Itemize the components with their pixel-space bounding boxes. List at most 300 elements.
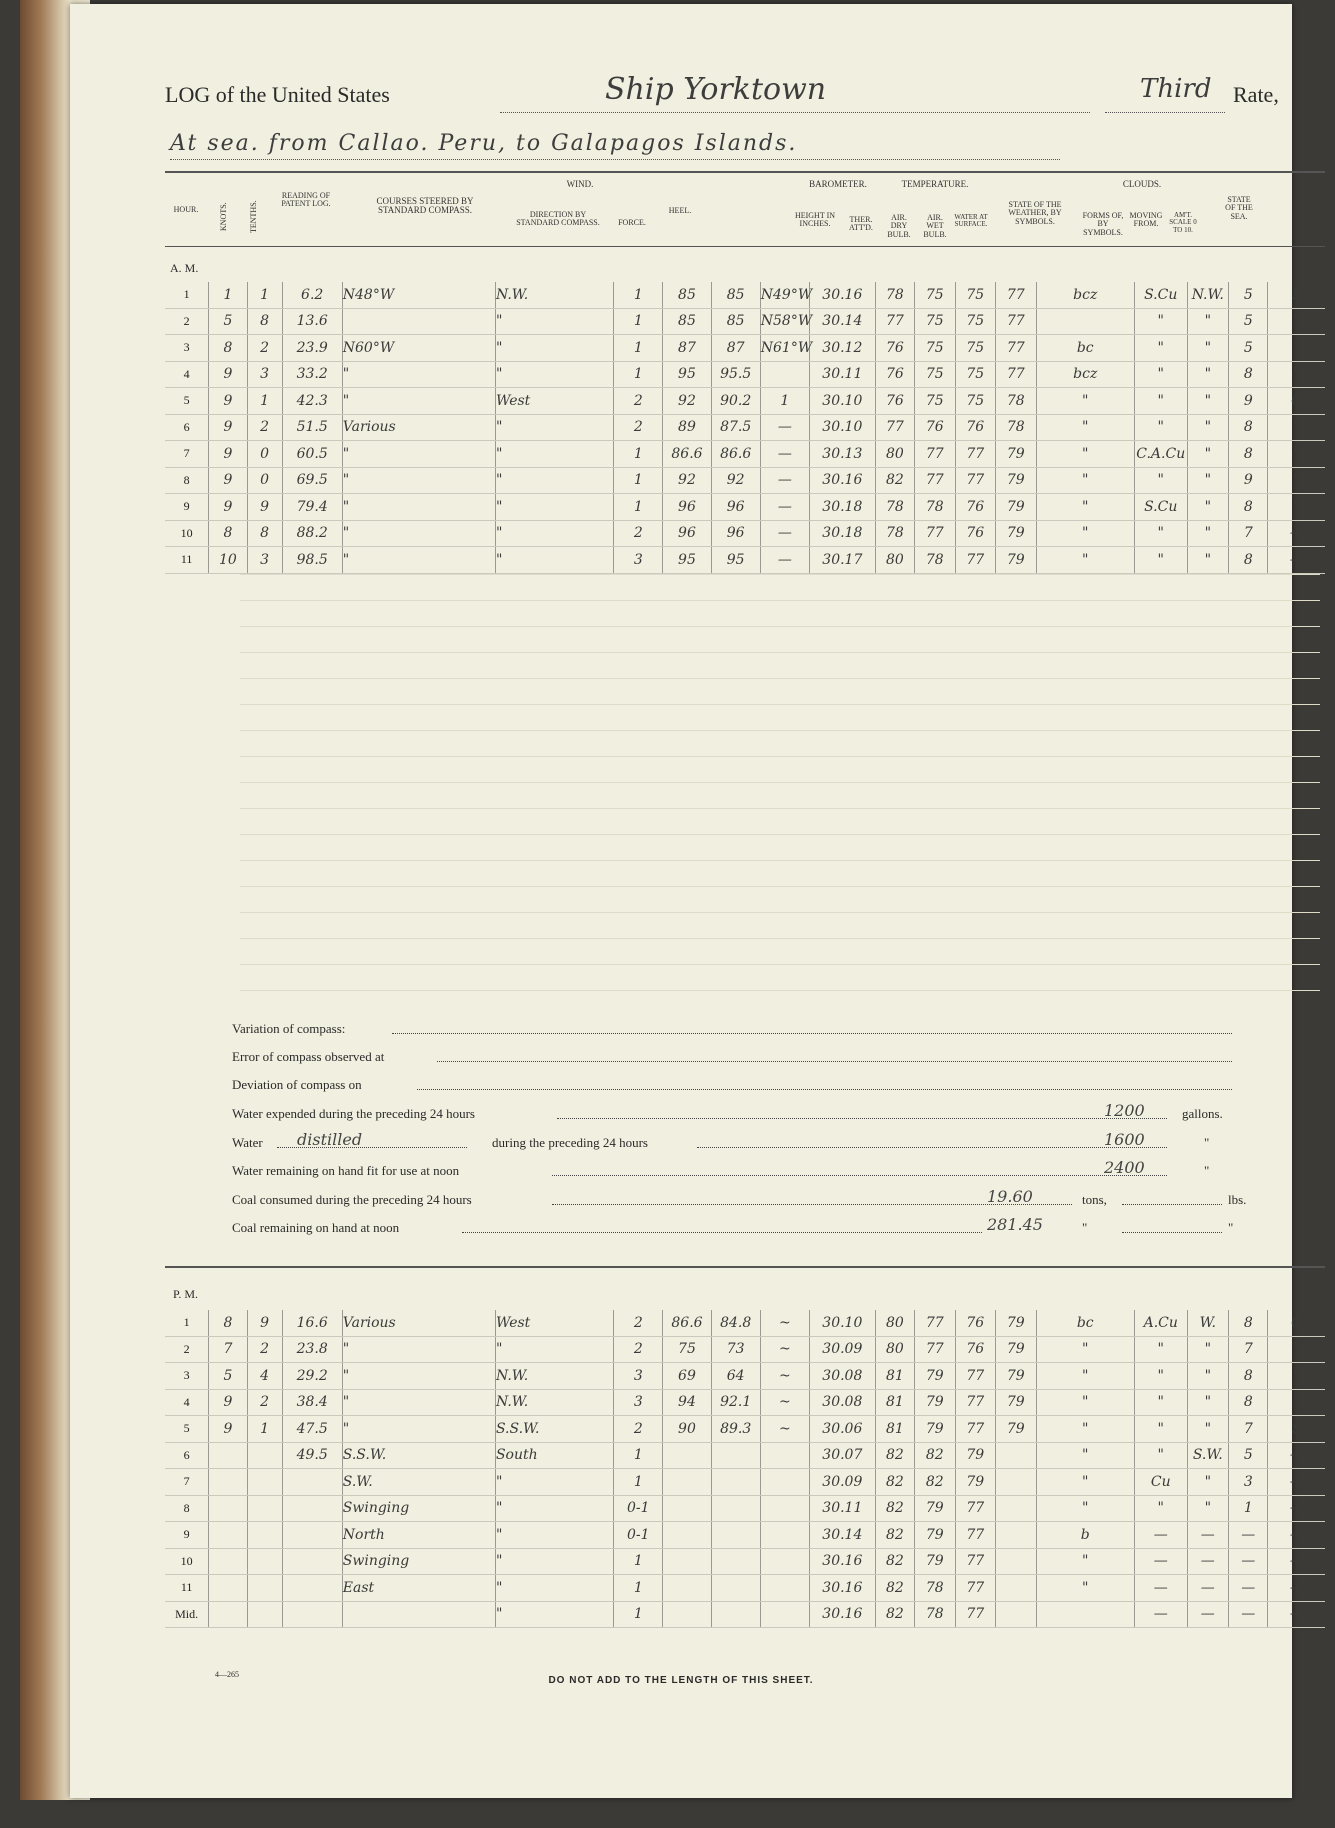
am-label: A. M. bbox=[170, 261, 199, 275]
cell-wdir: " bbox=[495, 547, 613, 574]
cell-ther: 76 bbox=[875, 361, 914, 388]
cell-wdir: " bbox=[495, 335, 613, 362]
col-barometer: BAROMETER. bbox=[809, 179, 867, 189]
cell-h: 4 bbox=[165, 1389, 209, 1416]
cell-h2: 85 bbox=[711, 282, 760, 308]
cell-h2: 95 bbox=[711, 547, 760, 574]
cell-sea: " bbox=[1268, 414, 1325, 441]
cell-cmove: " bbox=[1187, 1416, 1229, 1443]
cell-t bbox=[247, 1548, 282, 1575]
cell-ther: 77 bbox=[875, 414, 914, 441]
cell-log bbox=[282, 1548, 342, 1575]
col-hour: HOUR. bbox=[173, 205, 199, 214]
cell-wdir: " bbox=[495, 1522, 613, 1549]
cell-cform: " bbox=[1134, 308, 1187, 335]
cell-wdir: " bbox=[495, 441, 613, 468]
cell-wet: 77 bbox=[955, 1495, 995, 1522]
cell-h3: ~ bbox=[760, 1363, 809, 1390]
cell-force: 2 bbox=[614, 414, 663, 441]
cell-k: 9 bbox=[209, 361, 247, 388]
water-distilled-value: 1600 bbox=[1104, 1130, 1145, 1149]
cell-h2: 64 bbox=[711, 1363, 760, 1390]
log-row bbox=[165, 388, 1325, 415]
cell-t: 0 bbox=[247, 467, 282, 494]
cell-h1 bbox=[663, 1601, 711, 1628]
cell-force: 2 bbox=[614, 1336, 663, 1363]
cell-h3: 1 bbox=[760, 388, 809, 415]
cell-t: 2 bbox=[247, 1389, 282, 1416]
cell-h2: 85 bbox=[711, 308, 760, 335]
cell-sea: G bbox=[1268, 388, 1325, 415]
cell-course: " bbox=[342, 388, 495, 415]
cell-weather: " bbox=[1036, 1416, 1134, 1443]
cell-camt: — bbox=[1229, 1548, 1268, 1575]
ruled-line bbox=[240, 626, 1320, 627]
cell-cmove: " bbox=[1187, 335, 1229, 362]
cell-water: 79 bbox=[996, 1310, 1036, 1336]
cell-h2 bbox=[711, 1442, 760, 1469]
cell-dry: 79 bbox=[915, 1363, 955, 1390]
log-row bbox=[165, 282, 1325, 308]
cell-camt: 7 bbox=[1229, 1336, 1268, 1363]
error-label: Error of compass observed at bbox=[232, 1049, 385, 1064]
cell-camt: 1 bbox=[1229, 1495, 1268, 1522]
cell-h2 bbox=[711, 1575, 760, 1602]
cell-k: 9 bbox=[209, 1416, 247, 1443]
cell-wet: 77 bbox=[955, 441, 995, 468]
cell-h: 4 bbox=[165, 361, 209, 388]
cell-wdir: " bbox=[495, 467, 613, 494]
cell-course: East bbox=[342, 1575, 495, 1602]
cell-wet: 79 bbox=[955, 1469, 995, 1496]
col-cloud-moving: MOVING FROM. bbox=[1129, 211, 1163, 229]
cell-wet: 76 bbox=[955, 1310, 995, 1336]
cell-h3: — bbox=[760, 414, 809, 441]
cell-h2 bbox=[711, 1601, 760, 1628]
cell-t bbox=[247, 1469, 282, 1496]
gallons-label: gallons. bbox=[1182, 1106, 1223, 1121]
cell-h: 7 bbox=[165, 1469, 209, 1496]
cell-force: 1 bbox=[614, 1601, 663, 1628]
cell-force: 0-1 bbox=[614, 1522, 663, 1549]
cell-h: 8 bbox=[165, 467, 209, 494]
cell-ther: 80 bbox=[875, 1310, 914, 1336]
coal-consumed-label: Coal consumed during the preceding 24 hours bbox=[232, 1192, 472, 1207]
cell-course: " bbox=[342, 1416, 495, 1443]
cell-k bbox=[209, 1575, 247, 1602]
cell-water bbox=[996, 1575, 1036, 1602]
log-row bbox=[165, 1416, 1325, 1443]
log-row bbox=[165, 1310, 1325, 1336]
cell-cform: C.A.Cu bbox=[1134, 441, 1187, 468]
cell-h1 bbox=[663, 1469, 711, 1496]
cell-h1: 86.6 bbox=[663, 441, 711, 468]
cell-dry: 77 bbox=[915, 467, 955, 494]
cell-bar: 30.11 bbox=[810, 361, 876, 388]
cell-wet: 77 bbox=[955, 1416, 995, 1443]
cell-h3 bbox=[760, 1522, 809, 1549]
cell-t bbox=[247, 1601, 282, 1628]
cell-h: 10 bbox=[165, 1548, 209, 1575]
cell-h1: 90 bbox=[663, 1416, 711, 1443]
cell-cform: " bbox=[1134, 467, 1187, 494]
cell-h1: 92 bbox=[663, 388, 711, 415]
cell-cform: " bbox=[1134, 1389, 1187, 1416]
cell-camt: 8 bbox=[1229, 361, 1268, 388]
cell-sea: " bbox=[1268, 361, 1325, 388]
cell-t: 1 bbox=[247, 282, 282, 308]
cell-k: 5 bbox=[209, 308, 247, 335]
cell-water bbox=[996, 1522, 1036, 1549]
col-air-wet: AIR. WET BULB. bbox=[923, 213, 947, 239]
log-row bbox=[165, 1469, 1325, 1496]
cell-h2: 86.6 bbox=[711, 441, 760, 468]
cell-log: 23.9 bbox=[282, 335, 342, 362]
ruled-line bbox=[240, 756, 1320, 757]
ruled-line bbox=[240, 574, 1320, 575]
cell-t: 2 bbox=[247, 1336, 282, 1363]
cell-cmove: " bbox=[1187, 308, 1229, 335]
cell-h2: 92.1 bbox=[711, 1389, 760, 1416]
cell-t: 8 bbox=[247, 520, 282, 547]
cell-log bbox=[282, 1601, 342, 1628]
cell-sea: " bbox=[1268, 441, 1325, 468]
cell-sea: — bbox=[1268, 1442, 1325, 1469]
cell-dry: 75 bbox=[915, 308, 955, 335]
cell-water: 77 bbox=[996, 282, 1036, 308]
water-distilled-tail: during the preceding 24 hours bbox=[492, 1135, 648, 1150]
cell-cmove: " bbox=[1187, 1469, 1229, 1496]
cell-log: 42.3 bbox=[282, 388, 342, 415]
cell-cmove: " bbox=[1187, 441, 1229, 468]
cell-water: 79 bbox=[996, 441, 1036, 468]
cell-camt: 9 bbox=[1229, 388, 1268, 415]
cell-log: 6.2 bbox=[282, 282, 342, 308]
cell-course: " bbox=[342, 520, 495, 547]
cell-cform: — bbox=[1134, 1522, 1187, 1549]
cell-water: 79 bbox=[996, 467, 1036, 494]
ruled-line bbox=[240, 704, 1320, 705]
cell-water: 79 bbox=[996, 520, 1036, 547]
cell-water: 79 bbox=[996, 1363, 1036, 1390]
water-remaining-label: Water remaining on hand fit for use at noon bbox=[232, 1163, 460, 1178]
cell-course: " bbox=[342, 494, 495, 521]
cell-dry: 75 bbox=[915, 388, 955, 415]
log-row bbox=[165, 361, 1325, 388]
cell-h3: ~ bbox=[760, 1389, 809, 1416]
cell-course: " bbox=[342, 361, 495, 388]
cell-water: 78 bbox=[996, 414, 1036, 441]
cell-cform: S.Cu bbox=[1134, 282, 1187, 308]
cell-cform: " bbox=[1134, 1495, 1187, 1522]
cell-ther: 82 bbox=[875, 1495, 914, 1522]
col-weather: STATE OF THE WEATHER, BY SYMBOLS. bbox=[1008, 200, 1062, 226]
cell-h: 9 bbox=[165, 494, 209, 521]
cell-k: 5 bbox=[209, 1363, 247, 1390]
cell-h: 5 bbox=[165, 388, 209, 415]
col-baro-ther: THER. ATT'D. bbox=[849, 215, 873, 233]
cell-course: N48°W bbox=[342, 282, 495, 308]
voyage-location: At sea. from Callao. Peru, to Galapagos Islands. bbox=[170, 131, 1070, 163]
cell-h1: 85 bbox=[663, 308, 711, 335]
cell-bar: 30.13 bbox=[810, 441, 876, 468]
cell-cform: " bbox=[1134, 361, 1187, 388]
cell-dry: 78 bbox=[915, 494, 955, 521]
cell-k: 9 bbox=[209, 388, 247, 415]
cell-wet: 77 bbox=[955, 1522, 995, 1549]
cell-wdir: " bbox=[495, 1495, 613, 1522]
cell-log: 16.6 bbox=[282, 1310, 342, 1336]
cell-sea: " bbox=[1268, 1389, 1325, 1416]
log-row bbox=[165, 547, 1325, 574]
cell-h: 2 bbox=[165, 1336, 209, 1363]
cell-bar: 30.16 bbox=[810, 467, 876, 494]
cell-weather: " bbox=[1036, 520, 1134, 547]
cell-h1: 75 bbox=[663, 1336, 711, 1363]
cell-log: 51.5 bbox=[282, 414, 342, 441]
cell-weather: bc bbox=[1036, 335, 1134, 362]
cell-t: 4 bbox=[247, 1363, 282, 1390]
log-row bbox=[165, 1442, 1325, 1469]
cell-course: Swinging bbox=[342, 1548, 495, 1575]
cell-cmove: " bbox=[1187, 388, 1229, 415]
cell-force: 1 bbox=[614, 335, 663, 362]
log-label: LOG of the United States bbox=[165, 82, 390, 107]
cell-k bbox=[209, 1442, 247, 1469]
cell-camt: — bbox=[1229, 1575, 1268, 1602]
cell-wet: 76 bbox=[955, 414, 995, 441]
cell-cform: " bbox=[1134, 1442, 1187, 1469]
cell-h1: 85 bbox=[663, 282, 711, 308]
ship-name: Ship Yorktown bbox=[605, 72, 827, 107]
cell-h: 6 bbox=[165, 414, 209, 441]
cell-wdir: " bbox=[495, 361, 613, 388]
cell-water: 78 bbox=[996, 388, 1036, 415]
cell-ther: 82 bbox=[875, 1442, 914, 1469]
cell-ther: 81 bbox=[875, 1363, 914, 1390]
cell-cform: " bbox=[1134, 1336, 1187, 1363]
cell-course: North bbox=[342, 1522, 495, 1549]
cell-cform: " bbox=[1134, 1416, 1187, 1443]
cell-camt: 8 bbox=[1229, 1389, 1268, 1416]
cell-h3: — bbox=[760, 467, 809, 494]
footer-notice: DO NOT ADD TO THE LENGTH OF THIS SHEET. bbox=[548, 1675, 814, 1686]
col-courses: COURSES STEERED BY STANDARD COMPASS. bbox=[376, 196, 474, 216]
cell-h1 bbox=[663, 1442, 711, 1469]
cell-camt: 5 bbox=[1229, 1442, 1268, 1469]
cell-h3: N58°W bbox=[760, 308, 809, 335]
cell-force: 1 bbox=[614, 1469, 663, 1496]
cell-weather: " bbox=[1036, 414, 1134, 441]
cell-h1: 95 bbox=[663, 361, 711, 388]
cell-dry: 77 bbox=[915, 441, 955, 468]
cell-ther: 81 bbox=[875, 1389, 914, 1416]
cell-ther: 78 bbox=[875, 520, 914, 547]
cell-k bbox=[209, 1601, 247, 1628]
cell-cmove: " bbox=[1187, 1363, 1229, 1390]
ruled-line bbox=[240, 782, 1320, 783]
cell-water: 77 bbox=[996, 335, 1036, 362]
cell-h: 1 bbox=[165, 1310, 209, 1336]
cell-cform: — bbox=[1134, 1601, 1187, 1628]
cell-k bbox=[209, 1469, 247, 1496]
cell-water: 79 bbox=[996, 1336, 1036, 1363]
cell-wdir: " bbox=[495, 1336, 613, 1363]
cell-weather: bc bbox=[1036, 1310, 1134, 1336]
cell-log: 49.5 bbox=[282, 1442, 342, 1469]
cell-course: " bbox=[342, 1363, 495, 1390]
cell-bar: 30.14 bbox=[810, 308, 876, 335]
cell-water: 77 bbox=[996, 308, 1036, 335]
cell-weather: " bbox=[1036, 388, 1134, 415]
col-tenths: TENTHS. bbox=[249, 200, 258, 233]
cell-h2: 87 bbox=[711, 335, 760, 362]
cell-cform: A.Cu bbox=[1134, 1310, 1187, 1336]
cell-weather: b bbox=[1036, 1522, 1134, 1549]
daily-stats: Variation of compass: Error of compass observed at Deviation of compass on Water expended during the preceding 24 hours 1200 gallons. Water distilled during the preceding 24 hours 1600 " Water remaining on hand fit for use at noon 2400 " Coal consumed during the preceding 24 hours 19.60 tons, lbs. Coal remaining on hand at noon 281.45 " " bbox=[232, 1021, 1247, 1235]
blank-remarks-area bbox=[240, 574, 1320, 1014]
cell-h2: 84.8 bbox=[711, 1310, 760, 1336]
cell-h2: 87.5 bbox=[711, 414, 760, 441]
cell-bar: 30.16 bbox=[810, 1601, 876, 1628]
col-air-dry: AIR. DRY BULB. bbox=[887, 213, 911, 239]
cell-ther: 76 bbox=[875, 388, 914, 415]
cell-force: 1 bbox=[614, 361, 663, 388]
cell-bar: 30.10 bbox=[810, 414, 876, 441]
cell-camt: 8 bbox=[1229, 414, 1268, 441]
cell-sea: — bbox=[1268, 1522, 1325, 1549]
cell-cmove: " bbox=[1187, 520, 1229, 547]
ruled-line bbox=[240, 964, 1320, 965]
cell-course: " bbox=[342, 441, 495, 468]
cell-ther: 81 bbox=[875, 1416, 914, 1443]
cell-weather: " bbox=[1036, 1389, 1134, 1416]
cell-weather: " bbox=[1036, 494, 1134, 521]
col-cloud-forms: FORMS OF, BY SYMBOLS. bbox=[1082, 211, 1124, 237]
cell-ther: 78 bbox=[875, 494, 914, 521]
cell-h3 bbox=[760, 1575, 809, 1602]
cell-h: 9 bbox=[165, 1522, 209, 1549]
cell-wdir: S.S.W. bbox=[495, 1416, 613, 1443]
cell-bar: 30.09 bbox=[810, 1469, 876, 1496]
ruled-line bbox=[240, 730, 1320, 731]
cell-camt: 8 bbox=[1229, 1363, 1268, 1390]
cell-log: 60.5 bbox=[282, 441, 342, 468]
cell-weather: " bbox=[1036, 1336, 1134, 1363]
cell-weather: " bbox=[1036, 467, 1134, 494]
cell-dry: 77 bbox=[915, 1310, 955, 1336]
cell-h3 bbox=[760, 1601, 809, 1628]
cell-h3 bbox=[760, 1469, 809, 1496]
cell-h1: 86.6 bbox=[663, 1310, 711, 1336]
cell-bar: 30.17 bbox=[810, 547, 876, 574]
cell-wdir: " bbox=[495, 308, 613, 335]
log-row bbox=[165, 1601, 1325, 1628]
cell-t: 1 bbox=[247, 388, 282, 415]
cell-wet: 77 bbox=[955, 1363, 995, 1390]
cell-log: 33.2 bbox=[282, 361, 342, 388]
cell-ther: 82 bbox=[875, 1601, 914, 1628]
cell-k: 9 bbox=[209, 441, 247, 468]
col-wind: WIND. bbox=[566, 179, 594, 189]
cell-h2: 89.3 bbox=[711, 1416, 760, 1443]
cell-wet: 75 bbox=[955, 335, 995, 362]
cell-h1: 92 bbox=[663, 467, 711, 494]
cell-h1 bbox=[663, 1575, 711, 1602]
cell-force: 2 bbox=[614, 1310, 663, 1336]
cell-sea: " bbox=[1268, 1336, 1325, 1363]
cell-bar: 30.09 bbox=[810, 1336, 876, 1363]
cell-cmove: — bbox=[1187, 1601, 1229, 1628]
cell-h: 6 bbox=[165, 1442, 209, 1469]
cell-course: N60°W bbox=[342, 335, 495, 362]
cell-dry: 76 bbox=[915, 414, 955, 441]
cell-bar: 30.10 bbox=[810, 388, 876, 415]
cell-h: 1 bbox=[165, 282, 209, 308]
cell-sea: — bbox=[1268, 1575, 1325, 1602]
cell-log: 98.5 bbox=[282, 547, 342, 574]
water-distilled: distilled bbox=[297, 1130, 363, 1149]
cell-t: 9 bbox=[247, 1310, 282, 1336]
col-patent-log: READING OF PATENT LOG. bbox=[281, 191, 331, 209]
cell-sea: " bbox=[1268, 1363, 1325, 1390]
cell-force: 3 bbox=[614, 547, 663, 574]
cell-h: Mid. bbox=[165, 1601, 209, 1628]
cell-cform: " bbox=[1134, 1363, 1187, 1390]
ruled-line bbox=[240, 860, 1320, 861]
cell-t: 2 bbox=[247, 335, 282, 362]
cell-cform: " bbox=[1134, 547, 1187, 574]
cell-weather: " bbox=[1036, 1469, 1134, 1496]
cell-force: 2 bbox=[614, 388, 663, 415]
cell-ther: 76 bbox=[875, 335, 914, 362]
cell-cform: " bbox=[1134, 388, 1187, 415]
cell-course: S.W. bbox=[342, 1469, 495, 1496]
cell-h3 bbox=[760, 361, 809, 388]
cell-h2: 73 bbox=[711, 1336, 760, 1363]
cell-camt: 8 bbox=[1229, 1310, 1268, 1336]
cell-dry: 82 bbox=[915, 1442, 955, 1469]
form-number: 4—265 bbox=[215, 1670, 239, 1679]
cell-t: 9 bbox=[247, 494, 282, 521]
cell-bar: 30.16 bbox=[810, 1575, 876, 1602]
cell-sea: " bbox=[1268, 335, 1325, 362]
cell-sea: S bbox=[1268, 1416, 1325, 1443]
cell-h3: — bbox=[760, 547, 809, 574]
cell-cmove: — bbox=[1187, 1575, 1229, 1602]
cell-wdir: " bbox=[495, 414, 613, 441]
cell-sea: " bbox=[1268, 467, 1325, 494]
cell-wdir: " bbox=[495, 1548, 613, 1575]
cell-bar: 30.16 bbox=[810, 1548, 876, 1575]
col-water-surface: WATER AT SURFACE. bbox=[954, 213, 988, 229]
cell-weather: " bbox=[1036, 547, 1134, 574]
water-remaining-value: 2400 bbox=[1104, 1158, 1145, 1177]
log-row bbox=[165, 1363, 1325, 1390]
cell-t: 3 bbox=[247, 547, 282, 574]
coal-remaining-value: 281.45 bbox=[987, 1215, 1043, 1234]
cell-ther: 82 bbox=[875, 1522, 914, 1549]
cell-sea: — bbox=[1268, 1548, 1325, 1575]
cell-t bbox=[247, 1575, 282, 1602]
cell-wdir: " bbox=[495, 1575, 613, 1602]
cell-wdir: " bbox=[495, 1469, 613, 1496]
cell-k: 9 bbox=[209, 494, 247, 521]
ruled-line bbox=[240, 912, 1320, 913]
variation-label: Variation of compass: bbox=[232, 1021, 346, 1036]
cell-ther: 78 bbox=[875, 282, 914, 308]
log-title bbox=[165, 72, 1335, 122]
